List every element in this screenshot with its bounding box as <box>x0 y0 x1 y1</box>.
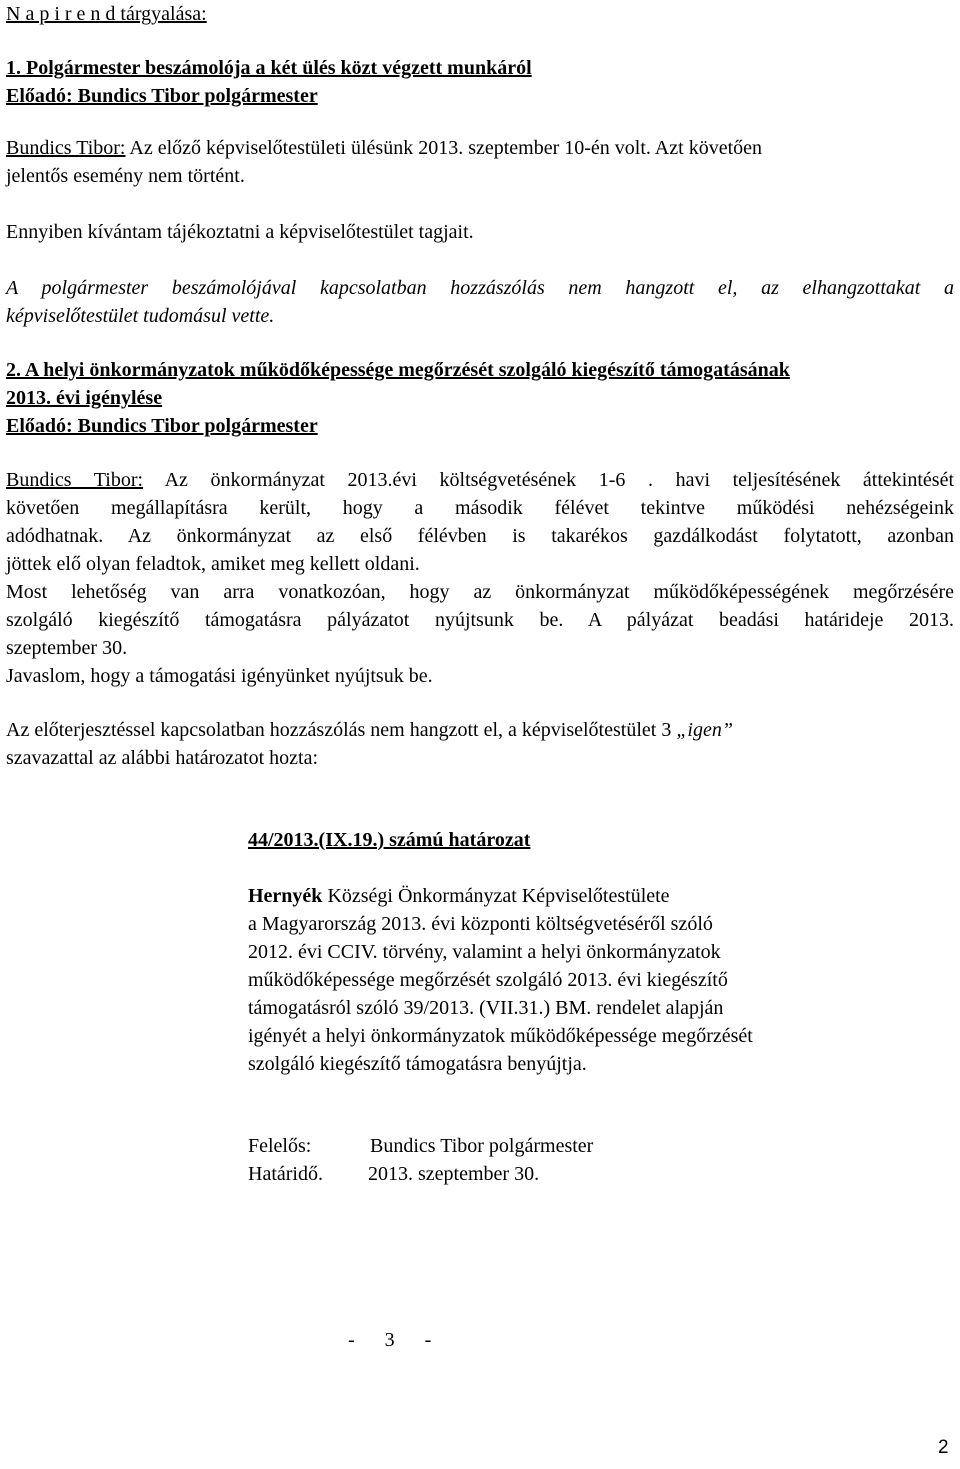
responsible-value: Bundics Tibor polgármester <box>370 1135 594 1157</box>
item2-p1-line1 <box>6 468 954 492</box>
page-number: 2 <box>938 1437 949 1458</box>
item1-speaker: Bundics Tibor: <box>6 137 126 159</box>
resolution-number: 44/2013.(IX.19.) számú határozat <box>248 829 531 851</box>
item2-p1-line1-text: Az önkormányzat 2013.évi költségvetésének 1-6 . havi teljesítésének áttekintését <box>143 469 954 491</box>
agenda-heading: N a p i r e n d tárgyalása: <box>6 3 207 25</box>
resolution-line4: működőképessége megőrzését szolgáló 2013. évi kiegészítő <box>248 969 728 991</box>
item2-vote-text: Az előterjesztéssel kapcsolatban hozzászólás nem hangzott el, a képviselőtestület 3 <box>6 719 677 741</box>
page-marker: - 3 - <box>348 1329 432 1351</box>
resolution-line1 <box>248 884 670 908</box>
item2-p2-line1: Most lehetőség van arra vonatkozóan, hogy az önkormányzat működőképességének megőrzésére <box>6 581 954 603</box>
resolution-line1-text: Községi Önkormányzat Képviselőtestülete <box>322 885 670 907</box>
resolution-municipality: Hernyék <box>248 885 323 907</box>
item1-speech-line3: Ennyiben kívántam tájékoztatni a képviselőtestület tagjait. <box>6 221 474 243</box>
item2-title-line2: 2013. évi igénylése <box>6 387 163 409</box>
item2-p2-line3: szeptember 30. <box>6 637 128 659</box>
item1-speech-line1 <box>6 136 762 160</box>
item1-title: 1. Polgármester beszámolója a két ülés közt végzett munkáról <box>6 57 532 79</box>
item1-decision-line2: képviselőtestület tudomásul vette. <box>6 305 275 327</box>
resolution-line7: szolgáló kiegészítő támogatásra benyújtja. <box>248 1053 587 1075</box>
responsible-label: Felelős: <box>248 1135 312 1157</box>
item2-p1-line2: követően megállapításra került, hogy a második félévet tekintve működési nehézségeink <box>6 497 954 519</box>
item2-speaker: Bundics Tibor: <box>6 469 144 491</box>
item2-p3-line1: Javaslom, hogy a támogatási igényünket nyújtsuk be. <box>6 665 433 687</box>
item1-speech-text: Az előző képviselőtestületi ülésünk 2013. szeptember 10-én volt. Azt követően <box>125 137 762 159</box>
resolution-line3: 2012. évi CCIV. törvény, valamint a helyi önkormányzatok <box>248 941 721 963</box>
item2-p2-line2: szolgáló kiegészítő támogatásra pályázatot nyújtsunk be. A pályázat beadási határideje 2013. <box>6 609 954 631</box>
resolution-line5: támogatásról szóló 39/2013. (VII.31.) BM. rendelet alapján <box>248 997 724 1019</box>
item1-presenter: Előadó: Bundics Tibor polgármester <box>6 85 318 107</box>
item2-p1-line4: jöttek elő olyan feladtok, amiket meg kellett oldani. <box>6 553 420 575</box>
resolution-line2: a Magyarország 2013. évi központi költségvetéséről szóló <box>248 913 713 935</box>
item1-speech-line2: jelentős esemény nem történt. <box>6 165 245 187</box>
deadline-label: Határidő. <box>248 1163 323 1185</box>
item2-p1-line3: adódhatnak. Az önkormányzat az első félévben is takarékos gazdálkodást folytatott, azonban <box>6 525 954 547</box>
deadline-value: 2013. szeptember 30. <box>368 1163 540 1185</box>
item2-vote-line1 <box>6 718 733 742</box>
item1-decision-line1: A polgármester beszámolójával kapcsolatban hozzászólás nem hangzott el, az elhangzottakat a <box>6 277 954 299</box>
resolution-line6: igényét a helyi önkormányzatok működőképessége megőrzését <box>248 1025 753 1047</box>
item2-title-line1: 2. A helyi önkormányzatok működőképessége megőrzését szolgáló kiegészítő támogatásának <box>6 359 790 381</box>
item2-vote-igen: „igen” <box>676 719 733 741</box>
item2-vote-line2: szavazattal az alábbi határozatot hozta: <box>6 747 319 769</box>
item2-presenter: Előadó: Bundics Tibor polgármester <box>6 415 318 437</box>
